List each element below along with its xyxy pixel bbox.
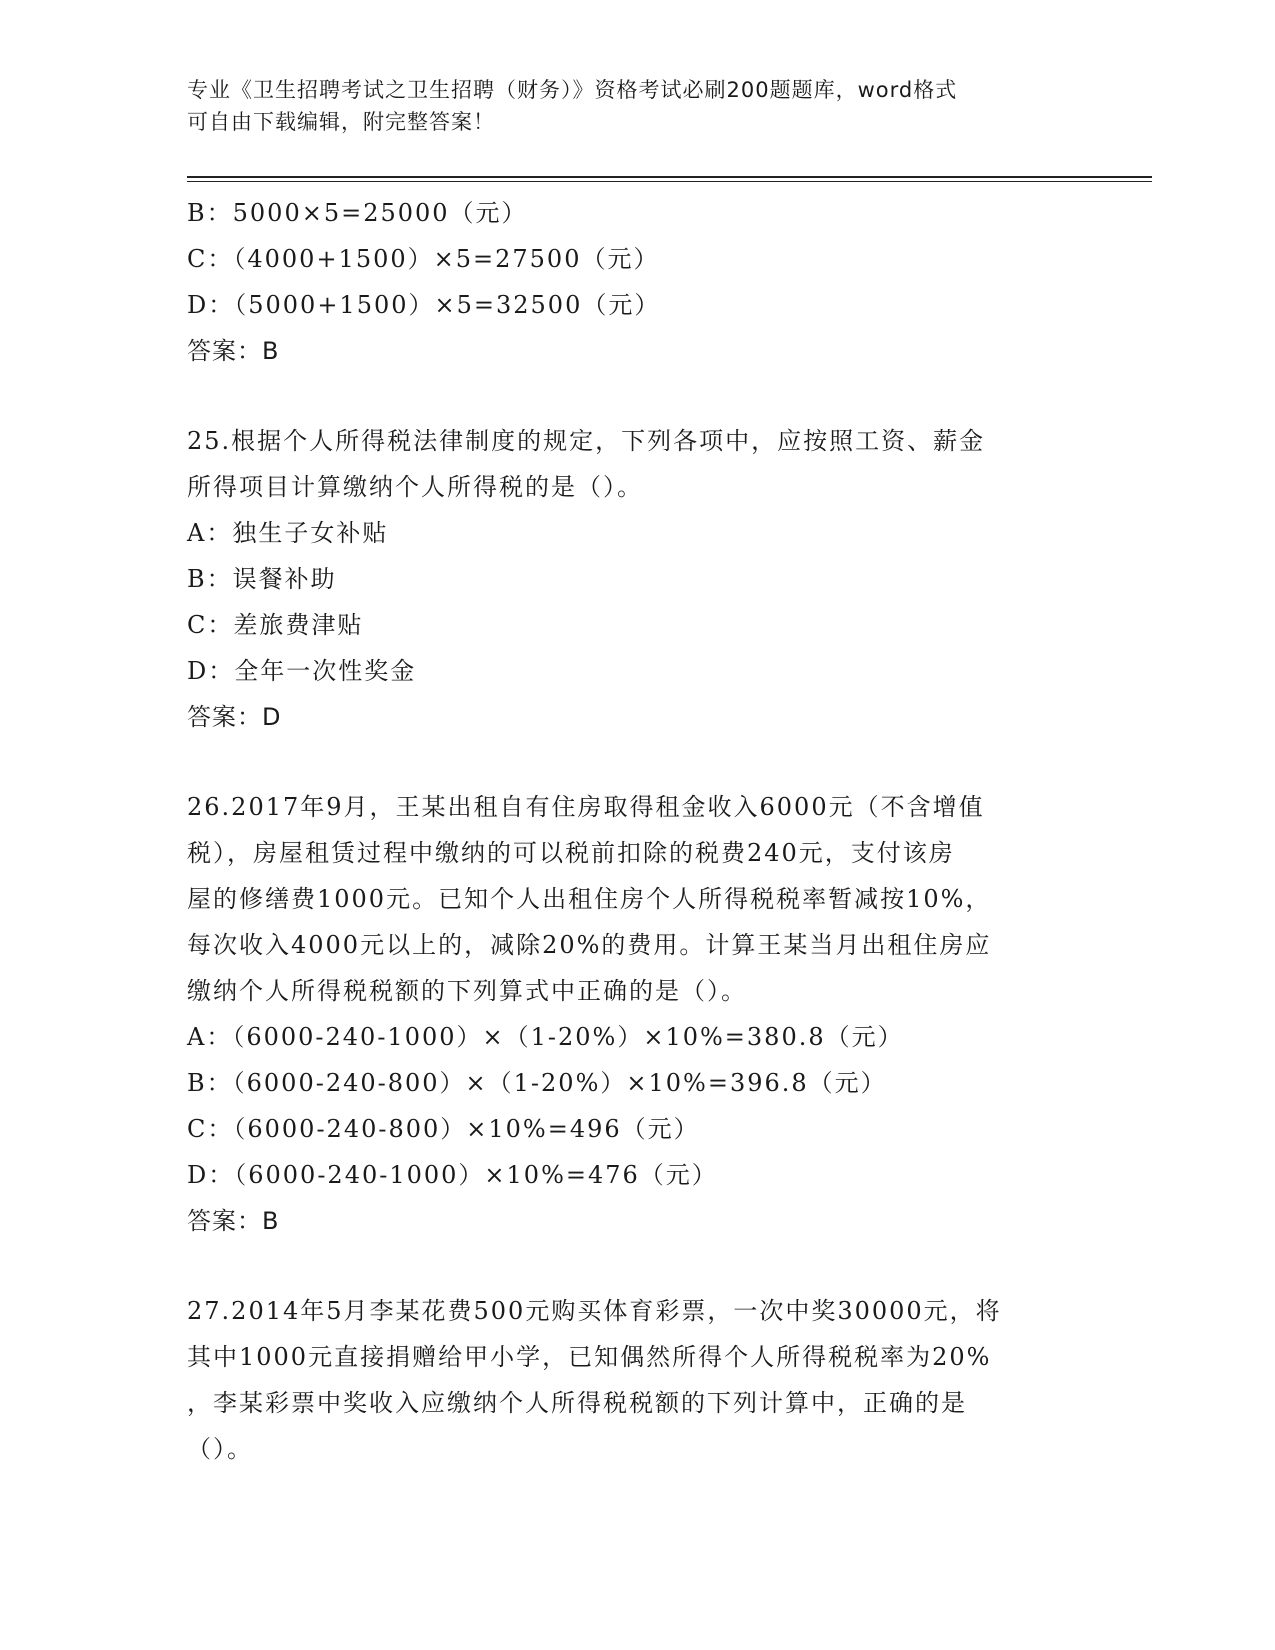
header-line-2: 可自由下载编辑，附完整答案！ <box>187 110 495 134</box>
option-a: A：独生子女补贴 <box>187 519 389 547</box>
question-stem-line: 税），房屋租赁过程中缴纳的可以税前扣除的税费240元，支付该房 <box>187 839 955 867</box>
option-b: B：5000×5=25000（元） <box>187 199 528 227</box>
answer: 答案：B <box>187 1207 280 1235</box>
question-27 <box>187 1288 1087 1472</box>
question-stem-line: 所得项目计算缴纳个人所得税的是（）。 <box>187 473 643 501</box>
answer: 答案：B <box>187 337 280 365</box>
option-d: D：全年一次性奖金 <box>187 657 417 685</box>
question-stem-line: 缴纳个人所得税税额的下列算式中正确的是（）。 <box>187 977 747 1005</box>
header-line-1: 专业《卫生招聘考试之卫生招聘（财务）》资格考试必刷200题题库，word格式 <box>187 78 958 102</box>
answer: 答案：D <box>187 703 282 731</box>
question-stem-line: ，李某彩票中奖收入应缴纳个人所得税税额的下列计算中，正确的是 <box>187 1389 967 1417</box>
option-d: D：（6000-240-1000）×10%=476（元） <box>187 1161 718 1189</box>
option-b: B：误餐补助 <box>187 565 337 593</box>
option-d: D：（5000+1500）×5=32500（元） <box>187 291 661 319</box>
option-c: C：（6000-240-800）×10%=496（元） <box>187 1115 700 1143</box>
question-stem-line: 屋的修缮费1000元。已知个人出租住房个人所得税税率暂减按10%， <box>187 885 992 913</box>
header-divider <box>187 176 1152 182</box>
question-stem-line: （）。 <box>187 1435 253 1463</box>
question-24-continuation <box>187 190 1087 374</box>
option-c: C：（4000+1500）×5=27500（元） <box>187 245 660 273</box>
question-25 <box>187 418 1087 740</box>
question-stem-line: 每次收入4000元以上的，减除20%的费用。计算王某当月出租住房应 <box>187 931 992 959</box>
question-stem-line: 25.根据个人所得税法律制度的规定，下列各项中，应按照工资、薪金 <box>187 427 986 455</box>
option-b: B：（6000-240-800）×（1-20%）×10%=396.8（元） <box>187 1069 887 1097</box>
question-stem-line: 26.2017年9月，王某出租自有住房取得租金收入6000元（不含增值 <box>187 793 985 821</box>
question-stem-line: 27.2014年5月李某花费500元购买体育彩票，一次中奖30000元，将 <box>187 1297 1002 1325</box>
option-a: A：（6000-240-1000）×（1-20%）×10%=380.8（元） <box>187 1023 904 1051</box>
option-c: C：差旅费津贴 <box>187 611 364 639</box>
document-header <box>187 74 1087 138</box>
document-body <box>187 190 1087 1472</box>
question-stem-line: 其中1000元直接捐赠给甲小学，已知偶然所得个人所得税税率为20% <box>187 1343 992 1371</box>
question-26 <box>187 784 1087 1244</box>
